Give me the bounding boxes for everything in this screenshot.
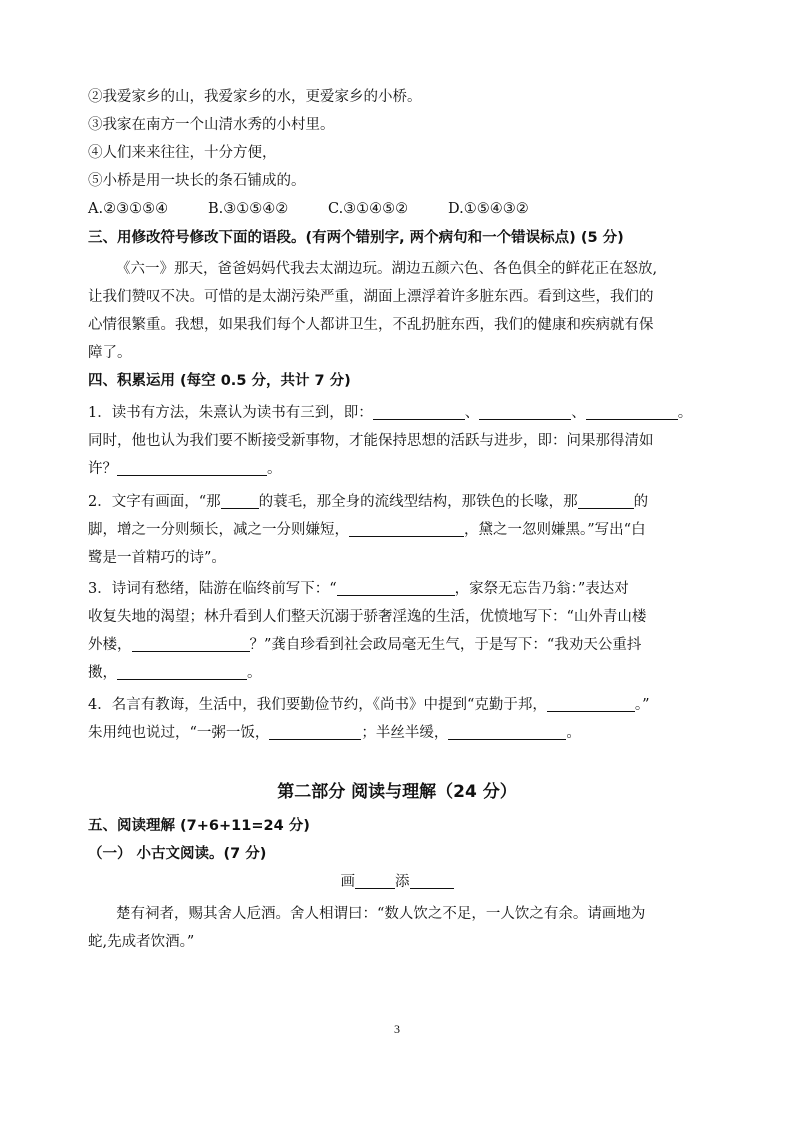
section3-paragraph-line3: 心情很繁重。我想，如果我们每个人都讲卫生，不乱扔脏东西，我们的健康和疾病就有保	[88, 317, 654, 333]
story-line2: 蛇,先成者饮酒。”	[88, 934, 195, 950]
q2-line1: 2．文字有画面，“那 的蓑毛，那全身的流线型结构，那铁色的长喙，那 的	[88, 494, 649, 510]
subsection1-title: （一） 小古文阅读。(7 分)	[88, 846, 267, 862]
q1-blank-2[interactable]	[479, 403, 571, 420]
story-line1: 楚有祠者，赐其舍人卮酒。舍人相谓曰：“数人饮之不足，一人饮之有余。请画地为	[116, 906, 646, 922]
option-4: ④人们来来往往，十分方便，	[88, 145, 277, 161]
q3-blank-1[interactable]	[337, 579, 455, 596]
option-3: ③我家在南方一个山清水秀的小村里。	[88, 117, 335, 133]
q3-line3: 外楼， ？”龚自珍看到社会政局毫无生气，于是写下：“我劝天公重抖	[88, 637, 642, 653]
q3-line1: 3．诗词有愁绪，陆游在临终前写下：“ ，家祭无忘告乃翁：”表达对	[88, 581, 629, 597]
q4-line1: 4．名言有教诲，生活中，我们要勤俭节约，《尚书》中提到“克勤于邦， 。”	[88, 697, 650, 713]
section3-paragraph-line2: 让我们赞叹不决。可惜的是太湖污染严重，湖面上漂浮着许多脏东西。看到这些，我们的	[88, 289, 654, 305]
q3-line4: 擞， 。	[88, 665, 262, 681]
q2-line3: 鹭是一首精巧的诗”。	[88, 550, 226, 566]
choice-c[interactable]: C.③①④⑤②	[328, 201, 409, 217]
q4-line2: 朱用纯也说过，“一粥一饭， ；半丝半缓， 。	[88, 725, 581, 741]
option-2: ②我爱家乡的山，我爱家乡的水，更爱家乡的小桥。	[88, 89, 422, 105]
option-5: ⑤小桥是用一块长的条石铺成的。	[88, 173, 306, 189]
part2-title: 第二部分 阅读与理解（24 分）	[277, 782, 517, 802]
story-title: 画 添	[0, 871, 794, 893]
page-number: 3	[394, 1022, 400, 1036]
title-blank-2[interactable]	[410, 872, 454, 889]
q4-blank-1[interactable]	[547, 695, 635, 712]
section4-title: 四、积累运用 (每空 0.5 分，共计 7 分)	[88, 373, 351, 389]
q2-blank-3[interactable]	[349, 520, 464, 537]
answer-choices	[88, 198, 568, 220]
choice-b[interactable]: B.③①⑤④②	[208, 201, 289, 217]
section3-paragraph-line1: 《六一》那天，爸爸妈妈代我去太湖边玩。湖边五颜六色、各色俱全的鲜花正在怒放,	[116, 261, 658, 277]
section5-title: 五、阅读理解 (7+6+11=24 分)	[88, 818, 310, 834]
q1-blank-1[interactable]	[373, 403, 465, 420]
q1-line2: 同时，他也认为我们要不断接受新事物，才能保持思想的活跃与进步，即：问果那得清如	[88, 433, 654, 449]
q3-blank-2[interactable]	[132, 635, 250, 652]
q2-blank-1[interactable]	[221, 492, 259, 509]
choice-d[interactable]: D.①⑤④③②	[448, 201, 529, 217]
q3-blank-3[interactable]	[117, 663, 247, 680]
q1-line1: 1．读书有方法，朱熹认为读书有三到，即： 、 、 。	[88, 405, 693, 421]
section3-title: 三、用修改符号修改下面的语段。(有两个错别字, 两个病句和一个错误标点) (5 分)	[88, 230, 624, 246]
choice-a[interactable]: A.②③①⑤④	[88, 201, 169, 217]
q1-line3: 许？ 。	[88, 461, 282, 477]
q1-blank-4[interactable]	[117, 459, 267, 476]
q1-blank-3[interactable]	[586, 403, 678, 420]
q2-line2: 脚，增之一分则频长，减之一分则嫌短， ，黛之一忽则嫌黑。”写出“白	[88, 522, 646, 538]
q1-text: 1．读书有方法，朱熹认为读书有三到，即：	[88, 405, 373, 421]
title-blank-1[interactable]	[355, 872, 395, 889]
section3-paragraph-line4: 障了。	[88, 345, 132, 361]
q4-blank-2[interactable]	[269, 723, 361, 740]
q2-blank-2[interactable]	[578, 492, 634, 509]
q4-blank-3[interactable]	[448, 723, 566, 740]
q3-line2: 收复失地的渴望；林升看到人们整天沉溺于骄奢淫逸的生活，优愤地写下：“山外青山楼	[88, 609, 647, 625]
